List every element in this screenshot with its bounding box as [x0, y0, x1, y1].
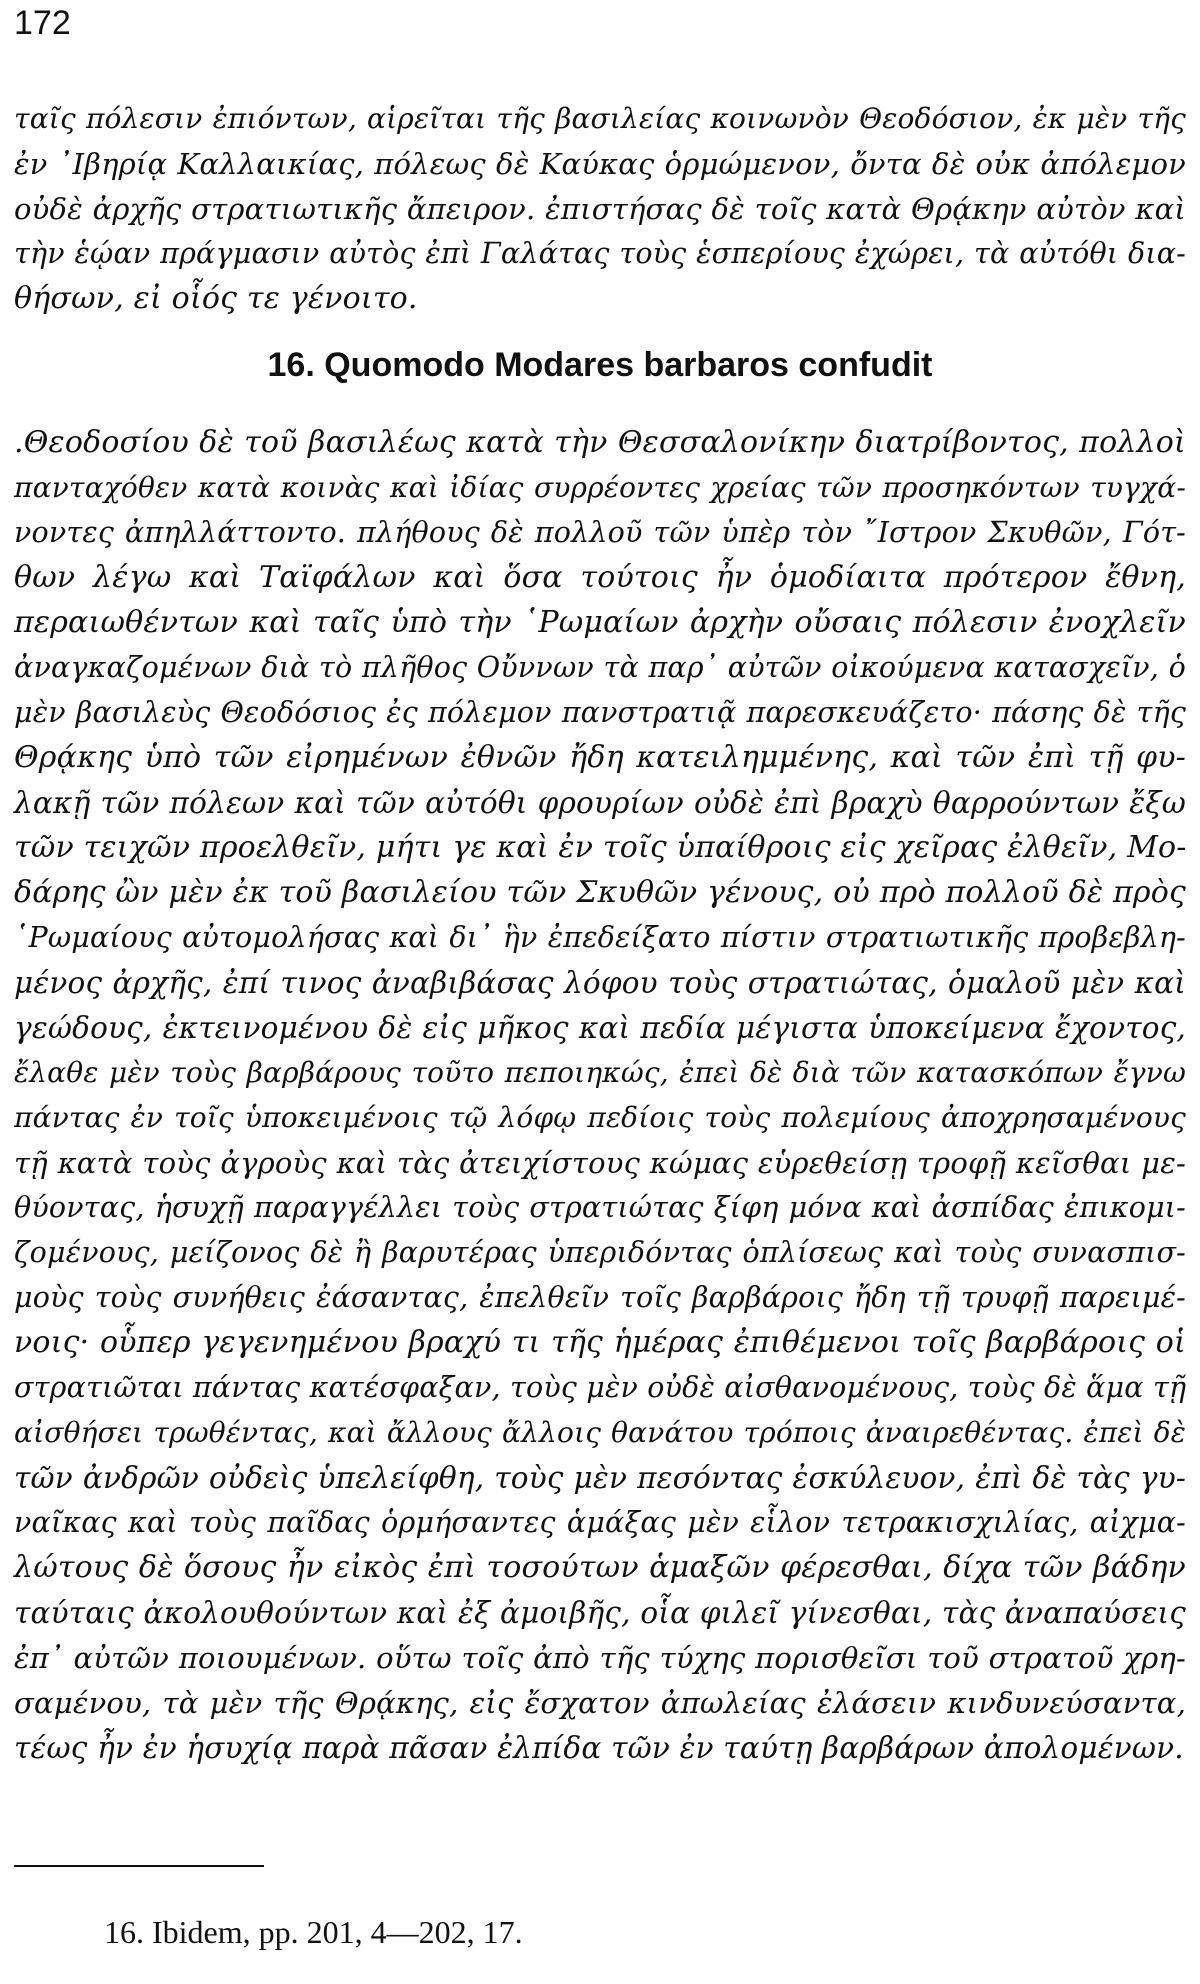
- text-line: νοντες ἀπηλλάττοντο. πλήθους δὲ πολλοῦ τῶν ὑπὲρ τὸν ῎Ιστρον Σκυθῶν, Γότ-: [14, 516, 1186, 549]
- text-line: λακῇ τῶν πόλεων καὶ τῶν αὐτόθι φρουρίων οὐδὲ ἐπὶ βραχὺ θαρρούντων ἔξω: [14, 786, 1186, 820]
- text-line: μὲν βασιλεὺς Θεοδόσιος ἐς πόλεμον πανστρατιᾷ παρεσκευάζετο· πάσης δὲ τῆς: [14, 696, 1186, 729]
- text-line: μοὺς τοὺς συνήθεις ἐάσαντας, ἐπελθεῖν τοῖς βαρβάροις ἤδη τῇ τρυφῇ παρειμέ-: [14, 1281, 1186, 1314]
- text-line: περαιωθέντων καὶ ταῖς ὑπὸ τὴν ῾Ρωμαίων ἀρχὴν οὔσαις πόλεσιν ἐνοχλεῖν: [14, 605, 1186, 640]
- text-line: ἀναγκαζομένων διὰ τὸ πλῆθος Οὔννων τὰ παρ᾿ αὐτῶν οἰκούμενα κατασχεῖν, ὁ: [14, 651, 1186, 684]
- text-line: νοις· οὗπερ γεγενημένου βραχύ τι τῆς ἡμέρας ἐπιθέμενοι τοῖς βαρβάροις οἱ: [14, 1325, 1186, 1360]
- text-line: θύοντας, ἡσυχῇ παραγγέλλει τοὺς στρατιώτας ξίφη μόνα καὶ ἀσπίδας ἐπικομι-: [14, 1191, 1186, 1224]
- text-line: Θρᾴκης ὑπὸ τῶν εἰρημένων ἐθνῶν ἤδη κατειλημμένης, καὶ τῶν ἐπὶ τῇ φυ-: [14, 740, 1186, 775]
- text-line: λώτους δὲ ὅσους ἦν εἰκὸς ἐπὶ τοσούτων ἁμαξῶν φέρεσθαι, δίχα τῶν βάδην: [14, 1550, 1186, 1585]
- text-line: ἐν ᾿Ιβηρίᾳ Καλλαικίας, πόλεως δὲ Καύκας ὁρμώμενον, ὄντα δὲ οὐκ ἀπόλεμον: [14, 147, 1186, 181]
- text-line: τέως ἦν ἐν ἡσυχίᾳ παρὰ πᾶσαν ἐλπίδα τῶν ἐν ταύτῃ βαρβάρων ἀπολομένων.: [14, 1731, 1184, 1765]
- text-line: ταύταις ἀκολουθούντων καὶ ἐξ ἀμοιβῆς, οἷα φιλεῖ γίνεσθαι, τὰς ἀναπαύσεις: [14, 1596, 1186, 1630]
- text-line: στρατιῶται πάντας κατέσφαξαν, τοὺς μὲν οὐδὲ αἰσθανομένους, τοὺς δὲ ἅμα τῇ: [14, 1371, 1187, 1404]
- text-line: .Θεοδοσίου δὲ τοῦ βασιλέως κατὰ τὴν Θεσσαλονίκην διατρίβοντος, πολλοὶ: [14, 425, 1186, 460]
- page-number: 172: [14, 4, 71, 42]
- text-line: πανταχόθεν κατὰ κοινὰς καὶ ἰδίας συρρέοντες χρείας τῶν προσηκόντων τυγχά-: [14, 471, 1186, 504]
- text-line: τῶν ἀνδρῶν οὐδεὶς ὑπελείφθη, τοὺς μὲν πεσόντας ἐσκύλευον, ἐπὶ δὲ τὰς γυ-: [14, 1461, 1186, 1495]
- text-line: τὴν ἑῴαν πράγμασιν αὐτὸς ἐπὶ Γαλάτας τοὺς ἑσπερίους ἐχώρει, τὰ αὐτόθι δια-: [14, 237, 1186, 270]
- text-line: ῾Ρωμαίους αὐτομολήσας καὶ δι᾿ ἣν ἐπεδείξατο πίστιν στρατιωτικῆς προβεβλη-: [14, 921, 1186, 954]
- text-line: θων λέγω καὶ Ταϊφάλων καὶ ὅσα τούτοις ἦν ὁμοδίαιτα πρότερον ἔθνη,: [14, 560, 1186, 595]
- footnote-rule: [14, 1865, 264, 1867]
- text-line: οὐδὲ ἀρχῆς στρατιωτικῆς ἄπειρον. ἐπιστήσας δὲ τοῖς κατὰ Θρᾴκην αὐτὸν καὶ: [14, 192, 1186, 226]
- text-line: ταῖς πόλεσιν ἐπιόντων, αἱρεῖται τῆς βασιλείας κοινωνὸν Θεοδόσιον, ἐκ μὲν τῆς: [14, 102, 1186, 135]
- text-line: μένος ἀρχῆς, ἐπί τινος ἀναβιβάσας λόφου τοὺς στρατιώτας, ὁμαλοῦ μὲν καὶ: [14, 966, 1186, 1000]
- text-line: γεώδους, ἐκτεινομένου δὲ εἰς μῆκος καὶ πεδία μέγιστα ὑποκείμενα ἔχοντος,: [14, 1011, 1186, 1045]
- text-line: τῶν τειχῶν προελθεῖν, μήτι γε καὶ ἐν τοῖς ὑπαίθροις εἰς χεῖρας ἐλθεῖν, Μο-: [14, 830, 1187, 865]
- text-line: αἰσθήσει τρωθέντας, καὶ ἄλλους ἄλλοις θανάτου τρόποις ἀναιρεθέντας. ἐπεὶ δὲ: [14, 1416, 1186, 1449]
- text-line: ἐπ᾿ αὐτῶν ποιουμένων. οὕτω τοῖς ἀπὸ τῆς τύχης πορισθεῖσι τοῦ στρατοῦ χρη-: [14, 1641, 1186, 1675]
- text-line: ἔλαθε μὲν τοὺς βαρβάρους τοῦτο πεποιηκώς, ἐπεὶ δὲ διὰ τῶν κατασκόπων ἔγνω: [14, 1056, 1186, 1089]
- section-heading: 16. Quomodo Modares barbaros confudit: [267, 346, 933, 384]
- text-line: τῇ κατὰ τοὺς ἀγροὺς καὶ τὰς ἀτειχίστους κώμας εὑρεθείσῃ τροφῇ κεῖσθαι με-: [14, 1146, 1186, 1180]
- text-line: ζομένους, μείζονος δὲ ἢ βαρυτέρας ὑπεριδόντας ὁπλίσεως καὶ τοὺς συνασπισ-: [14, 1236, 1186, 1269]
- text-line: σαμένου, τὰ μὲν τῆς Θρᾴκης, εἰς ἔσχατον ἀπωλείας ἐλάσειν κινδυνεύσαντα,: [14, 1686, 1186, 1720]
- footnote: 16. Ibidem, pp. 201, 4—202, 17.: [104, 1914, 523, 1950]
- text-line: ναῖκας καὶ τοὺς παῖδας ὁρμήσαντες ἁμάξας μὲν εἷλον τετρακισχιλίας, αἰχμα-: [14, 1506, 1186, 1539]
- text-line: θήσων, εἰ οἷός τε γένοιτο.: [14, 281, 418, 316]
- text-line: πάντας ἐν τοῖς ὑποκειμένοις τῷ λόφῳ πεδίοις τοὺς πολεμίους ἀποχρησαμένους: [14, 1101, 1186, 1134]
- text-line: δάρης ὢν μὲν ἐκ τοῦ βασιλείου τῶν Σκυθῶν γένους, οὐ πρὸ πολλοῦ δὲ πρὸς: [14, 875, 1186, 910]
